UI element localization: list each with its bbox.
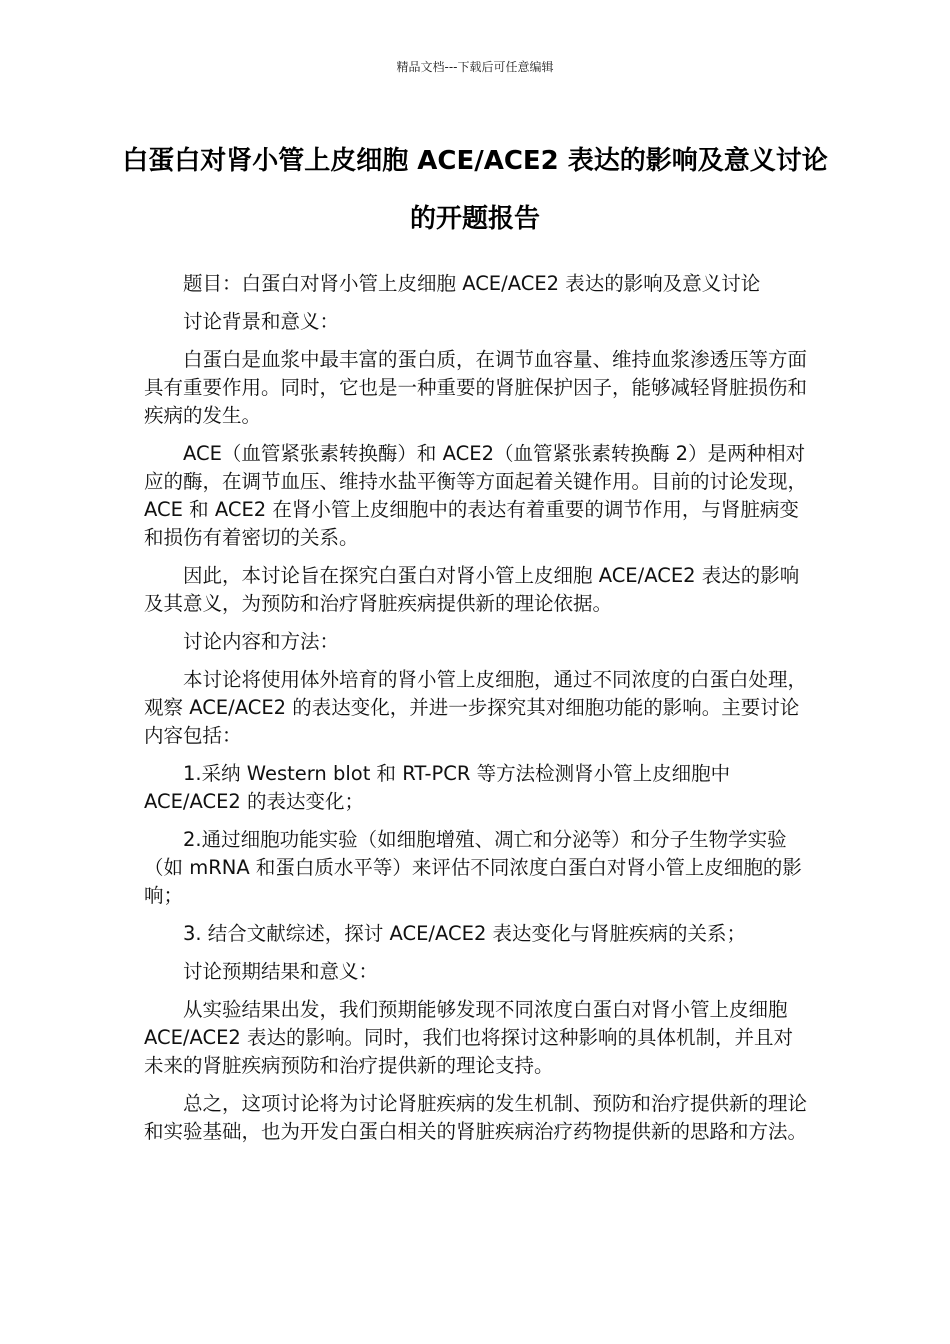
paragraph-topic: 题目：白蛋白对肾小管上皮细胞 ACE/ACE2 表达的影响及意义讨论 [183,272,761,295]
list-item-1: 1.采纳 Western blot 和 RT-PCR 等方法检测肾小管上皮细胞中 ACE/ACE2 的表达变化； [144,762,731,813]
paragraph-albumin: 白蛋白是血浆中最丰富的蛋白质，在调节血容量、维持血浆渗透压等方面具有重要作用。同时，它也是一种重要的肾脏保护因子，能够减轻肾脏损伤和疾病的发生。 [144,348,808,427]
document-title: 白蛋白对肾小管上皮细胞 ACE/ACE2 表达的影响及意义讨论的开题报告 [122,146,828,234]
paragraph-purpose: 因此，本讨论旨在探究白蛋白对肾小管上皮细胞 ACE/ACE2 表达的影响及其意义，为预防和治疗肾脏疾病提供新的理论依据。 [144,564,800,615]
list-item-3: 3. 结合文献综述，探讨 ACE/ACE2 表达变化与肾脏疾病的关系； [183,922,747,945]
paragraph-methods: 本讨论将使用体外培育的肾小管上皮细胞，通过不同浓度的白蛋白处理，观察 ACE/ACE2 的表达变化，并进一步探究其对细胞功能的影响。主要讨论内容包括： [144,668,808,747]
list-item-2: 2.通过细胞功能实验（如细胞增殖、凋亡和分泌等）和分子生物学实验（如 mRNA 和蛋白质水平等）来评估不同浓度白蛋白对肾小管上皮细胞的影响； [144,828,802,907]
heading-expected-results: 讨论预期结果和意义： [183,960,379,983]
heading-background: 讨论背景和意义： [183,310,340,333]
paragraph-ace: ACE（血管紧张素转换酶）和 ACE2（血管紧张素转换酶 2）是两种相对应的酶，在调节血压、维持水盐平衡等方面起着关键作用。目前的讨论发现，ACE 和 ACE2 在肾小管上皮细胞中的表达有着重要的调节作用，与肾脏病变和损伤有着密切的关系。 [144,442,808,549]
header-note: 精品文档---下载后可任意编辑 [396,60,554,74]
paragraph-conclusion: 总之，这项讨论将为讨论肾脏疾病的发生机制、预防和治疗提供新的理论和实验基础，也为开发白蛋白相关的肾脏疾病治疗药物提供新的思路和方法。 [144,1092,808,1143]
paragraph-expected-results: 从实验结果出发，我们预期能够发现不同浓度白蛋白对肾小管上皮细胞 ACE/ACE2 表达的影响。同时，我们也将探讨这种影响的具体机制，并且对未来的肾脏疾病预防和治疗提供新的理论支持。 [144,998,794,1077]
heading-methods: 讨论内容和方法： [183,630,340,653]
document-body [144,270,808,1156]
